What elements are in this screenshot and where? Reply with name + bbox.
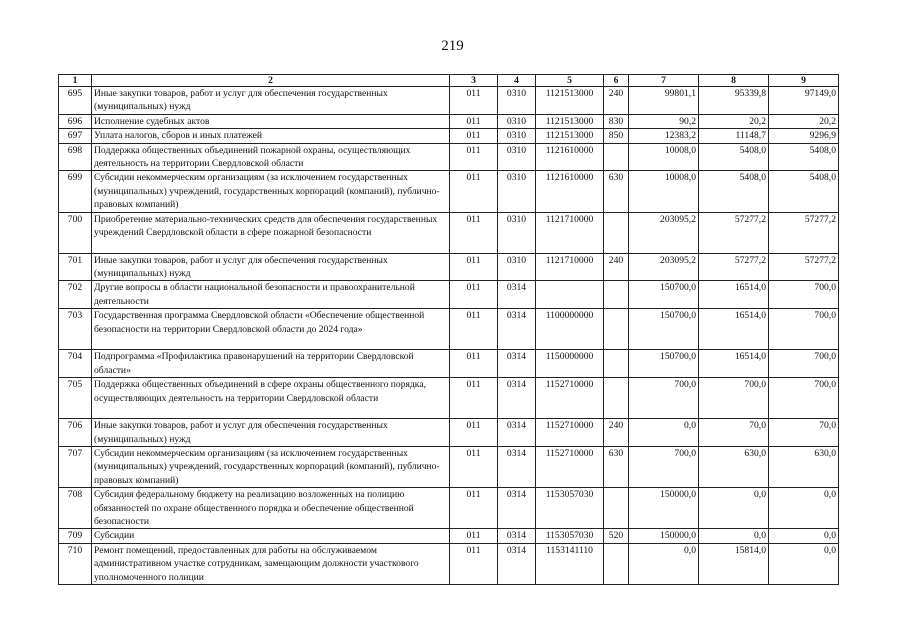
expense-type-cell (604, 543, 629, 584)
table-row (59, 143, 839, 171)
amount-year1-cell: 90,2 (629, 114, 699, 128)
table-row (59, 378, 839, 419)
row-name-cell: Исполнение судебных актов (92, 114, 450, 128)
target-article-cell: 1153057030 (536, 529, 604, 543)
budget-table (58, 74, 839, 585)
section-code-cell: 0314 (498, 309, 536, 350)
row-number-cell: 708 (59, 488, 92, 529)
section-code-cell: 0310 (498, 171, 536, 212)
amount-year1-cell: 700,0 (629, 378, 699, 419)
target-article-cell (536, 281, 604, 309)
section-code-cell: 0314 (498, 446, 536, 487)
amount-year3-cell: 20,2 (769, 114, 839, 128)
expense-type-cell (604, 309, 629, 350)
table-row (59, 114, 839, 128)
section-code-cell: 0314 (498, 543, 536, 584)
amount-year2-cell: 0,0 (699, 488, 769, 529)
row-number-cell: 696 (59, 114, 92, 128)
ministry-code-cell: 011 (450, 543, 498, 584)
amount-year3-cell: 5408,0 (769, 143, 839, 171)
table-body (59, 87, 839, 585)
amount-year1-cell: 0,0 (629, 543, 699, 584)
table-row (59, 350, 839, 378)
section-code-cell: 0314 (498, 488, 536, 529)
target-article-cell: 1153057030 (536, 488, 604, 529)
ministry-code-cell: 011 (450, 309, 498, 350)
amount-year3-cell: 70,0 (769, 419, 839, 447)
expense-type-cell (604, 488, 629, 529)
row-number-cell: 699 (59, 171, 92, 212)
row-name-cell: Поддержка общественных объединений в сфере охраны общественного порядка, осуществляющих деятельность на территории Свердловской области (92, 378, 450, 419)
ministry-code-cell: 011 (450, 281, 498, 309)
table-row (59, 543, 839, 584)
row-name-cell: Ремонт помещений, предоставленных для работы на обслуживаемом административном участке сотрудникам, замещающим должности участкового уполномоченного полиции (92, 543, 450, 584)
row-name-cell: Субсидии некоммерческим организациям (за исключением государственных (муниципальных) учреждений, государственных корпораций (компаний), публично-правовых компаний) (92, 446, 450, 487)
table-row (59, 309, 839, 350)
amount-year2-cell: 95339,8 (699, 87, 769, 115)
expense-type-cell: 630 (604, 171, 629, 212)
table-row (59, 129, 839, 143)
header-cell: 5 (536, 75, 604, 87)
row-name-cell: Подпрограмма «Профилактика правонарушений на территории Свердловской области» (92, 350, 450, 378)
header-row (59, 75, 839, 87)
target-article-cell: 1121610000 (536, 171, 604, 212)
amount-year1-cell: 203095,2 (629, 212, 699, 253)
ministry-code-cell: 011 (450, 129, 498, 143)
table-row (59, 253, 839, 281)
expense-type-cell (604, 350, 629, 378)
row-number-cell: 706 (59, 419, 92, 447)
row-number-cell: 697 (59, 129, 92, 143)
table-row (59, 419, 839, 447)
amount-year1-cell: 12383,2 (629, 129, 699, 143)
ministry-code-cell: 011 (450, 212, 498, 253)
amount-year3-cell: 630,0 (769, 446, 839, 487)
amount-year3-cell: 97149,0 (769, 87, 839, 115)
row-name-cell: Поддержка общественных объединений пожарной охраны, осуществляющих деятельность на территории Свердловской области (92, 143, 450, 171)
table-row (59, 488, 839, 529)
amount-year3-cell: 57277,2 (769, 253, 839, 281)
header-cell: 3 (450, 75, 498, 87)
expense-type-cell (604, 212, 629, 253)
row-name-cell: Другие вопросы в области национальной безопасности и правоохранительной деятельности (92, 281, 450, 309)
target-article-cell: 1121610000 (536, 143, 604, 171)
header-cell: 7 (629, 75, 699, 87)
expense-type-cell: 850 (604, 129, 629, 143)
row-name-cell: Иные закупки товаров, работ и услуг для обеспечения государственных (муниципальных) нужд (92, 419, 450, 447)
ministry-code-cell: 011 (450, 253, 498, 281)
section-code-cell: 0310 (498, 87, 536, 115)
table-row (59, 281, 839, 309)
row-name-cell: Приобретение материально-технических средств для обеспечения государственных учреждений Свердловской области в сфере пожарной безопасности (92, 212, 450, 253)
row-number-cell: 701 (59, 253, 92, 281)
row-number-cell: 695 (59, 87, 92, 115)
row-number-cell: 703 (59, 309, 92, 350)
amount-year2-cell: 630,0 (699, 446, 769, 487)
amount-year3-cell: 0,0 (769, 543, 839, 584)
amount-year3-cell: 700,0 (769, 309, 839, 350)
ministry-code-cell: 011 (450, 529, 498, 543)
amount-year2-cell: 0,0 (699, 529, 769, 543)
target-article-cell: 1150000000 (536, 350, 604, 378)
section-code-cell: 0314 (498, 529, 536, 543)
amount-year1-cell: 150000,0 (629, 488, 699, 529)
target-article-cell: 1152710000 (536, 446, 604, 487)
section-code-cell: 0310 (498, 253, 536, 281)
expense-type-cell: 240 (604, 253, 629, 281)
header-cell: 9 (769, 75, 839, 87)
target-article-cell: 1153141110 (536, 543, 604, 584)
row-name-cell: Субсидии некоммерческим организациям (за исключением государственных (муниципальных) учреждений, государственных корпораций (компаний), публично-правовых компаний) (92, 171, 450, 212)
header-cell: 1 (59, 75, 92, 87)
row-number-cell: 709 (59, 529, 92, 543)
amount-year2-cell: 16514,0 (699, 309, 769, 350)
expense-type-cell: 830 (604, 114, 629, 128)
amount-year3-cell: 0,0 (769, 529, 839, 543)
amount-year3-cell: 700,0 (769, 378, 839, 419)
row-name-cell: Уплата налогов, сборов и иных платежей (92, 129, 450, 143)
row-name-cell: Государственная программа Свердловской области «Обеспечение общественной безопасности на территории Свердловской области до 2024 года» (92, 309, 450, 350)
row-number-cell: 700 (59, 212, 92, 253)
target-article-cell: 1152710000 (536, 378, 604, 419)
header-cell: 2 (92, 75, 450, 87)
amount-year2-cell: 16514,0 (699, 350, 769, 378)
expense-type-cell: 240 (604, 419, 629, 447)
row-number-cell: 705 (59, 378, 92, 419)
amount-year2-cell: 700,0 (699, 378, 769, 419)
target-article-cell: 1121513000 (536, 129, 604, 143)
header-cell: 4 (498, 75, 536, 87)
ministry-code-cell: 011 (450, 143, 498, 171)
expense-type-cell: 520 (604, 529, 629, 543)
row-name-cell: Иные закупки товаров, работ и услуг для обеспечения государственных (муниципальных) нужд (92, 87, 450, 115)
ministry-code-cell: 011 (450, 350, 498, 378)
page-number: 219 (441, 38, 464, 54)
ministry-code-cell: 011 (450, 171, 498, 212)
ministry-code-cell: 011 (450, 378, 498, 419)
section-code-cell: 0314 (498, 419, 536, 447)
expense-type-cell: 240 (604, 87, 629, 115)
row-number-cell: 704 (59, 350, 92, 378)
expense-type-cell (604, 281, 629, 309)
ministry-code-cell: 011 (450, 87, 498, 115)
expense-type-cell: 630 (604, 446, 629, 487)
expense-type-cell (604, 143, 629, 171)
amount-year2-cell: 57277,2 (699, 212, 769, 253)
amount-year2-cell: 5408,0 (699, 171, 769, 212)
ministry-code-cell: 011 (450, 114, 498, 128)
target-article-cell: 1121710000 (536, 212, 604, 253)
amount-year3-cell: 57277,2 (769, 212, 839, 253)
table-row (59, 212, 839, 253)
expense-type-cell (604, 378, 629, 419)
amount-year3-cell: 0,0 (769, 488, 839, 529)
header-cell: 8 (699, 75, 769, 87)
amount-year2-cell: 57277,2 (699, 253, 769, 281)
amount-year1-cell: 0,0 (629, 419, 699, 447)
amount-year3-cell: 700,0 (769, 350, 839, 378)
row-number-cell: 710 (59, 543, 92, 584)
header-cell: 6 (604, 75, 629, 87)
ministry-code-cell: 011 (450, 446, 498, 487)
row-name-cell: Субсидии (92, 529, 450, 543)
target-article-cell: 1152710000 (536, 419, 604, 447)
table-row (59, 171, 839, 212)
amount-year1-cell: 99801,1 (629, 87, 699, 115)
row-number-cell: 707 (59, 446, 92, 487)
amount-year2-cell: 16514,0 (699, 281, 769, 309)
section-code-cell: 0314 (498, 378, 536, 419)
amount-year2-cell: 20,2 (699, 114, 769, 128)
row-name-cell: Иные закупки товаров, работ и услуг для обеспечения государственных (муниципальных) нужд (92, 253, 450, 281)
table-row (59, 446, 839, 487)
row-number-cell: 702 (59, 281, 92, 309)
amount-year2-cell: 11148,7 (699, 129, 769, 143)
amount-year1-cell: 10008,0 (629, 143, 699, 171)
target-article-cell: 1121710000 (536, 253, 604, 281)
amount-year3-cell: 9296,9 (769, 129, 839, 143)
amount-year3-cell: 5408,0 (769, 171, 839, 212)
amount-year1-cell: 150700,0 (629, 309, 699, 350)
amount-year1-cell: 203095,2 (629, 253, 699, 281)
section-code-cell: 0310 (498, 114, 536, 128)
row-name-cell: Субсидия федеральному бюджету на реализацию возложенных на полицию обязанностей по охране общественного порядка и обеспечение общественной безопасности (92, 488, 450, 529)
section-code-cell: 0310 (498, 129, 536, 143)
amount-year2-cell: 15814,0 (699, 543, 769, 584)
amount-year1-cell: 150700,0 (629, 281, 699, 309)
target-article-cell: 1121513000 (536, 87, 604, 115)
target-article-cell: 1100000000 (536, 309, 604, 350)
table-row (59, 87, 839, 115)
amount-year3-cell: 700,0 (769, 281, 839, 309)
target-article-cell: 1121513000 (536, 114, 604, 128)
table-row (59, 529, 839, 543)
amount-year2-cell: 70,0 (699, 419, 769, 447)
section-code-cell: 0310 (498, 143, 536, 171)
amount-year1-cell: 10008,0 (629, 171, 699, 212)
amount-year1-cell: 150700,0 (629, 350, 699, 378)
section-code-cell: 0310 (498, 212, 536, 253)
amount-year1-cell: 700,0 (629, 446, 699, 487)
row-number-cell: 698 (59, 143, 92, 171)
section-code-cell: 0314 (498, 281, 536, 309)
amount-year1-cell: 150000,0 (629, 529, 699, 543)
section-code-cell: 0314 (498, 350, 536, 378)
ministry-code-cell: 011 (450, 419, 498, 447)
amount-year2-cell: 5408,0 (699, 143, 769, 171)
ministry-code-cell: 011 (450, 488, 498, 529)
